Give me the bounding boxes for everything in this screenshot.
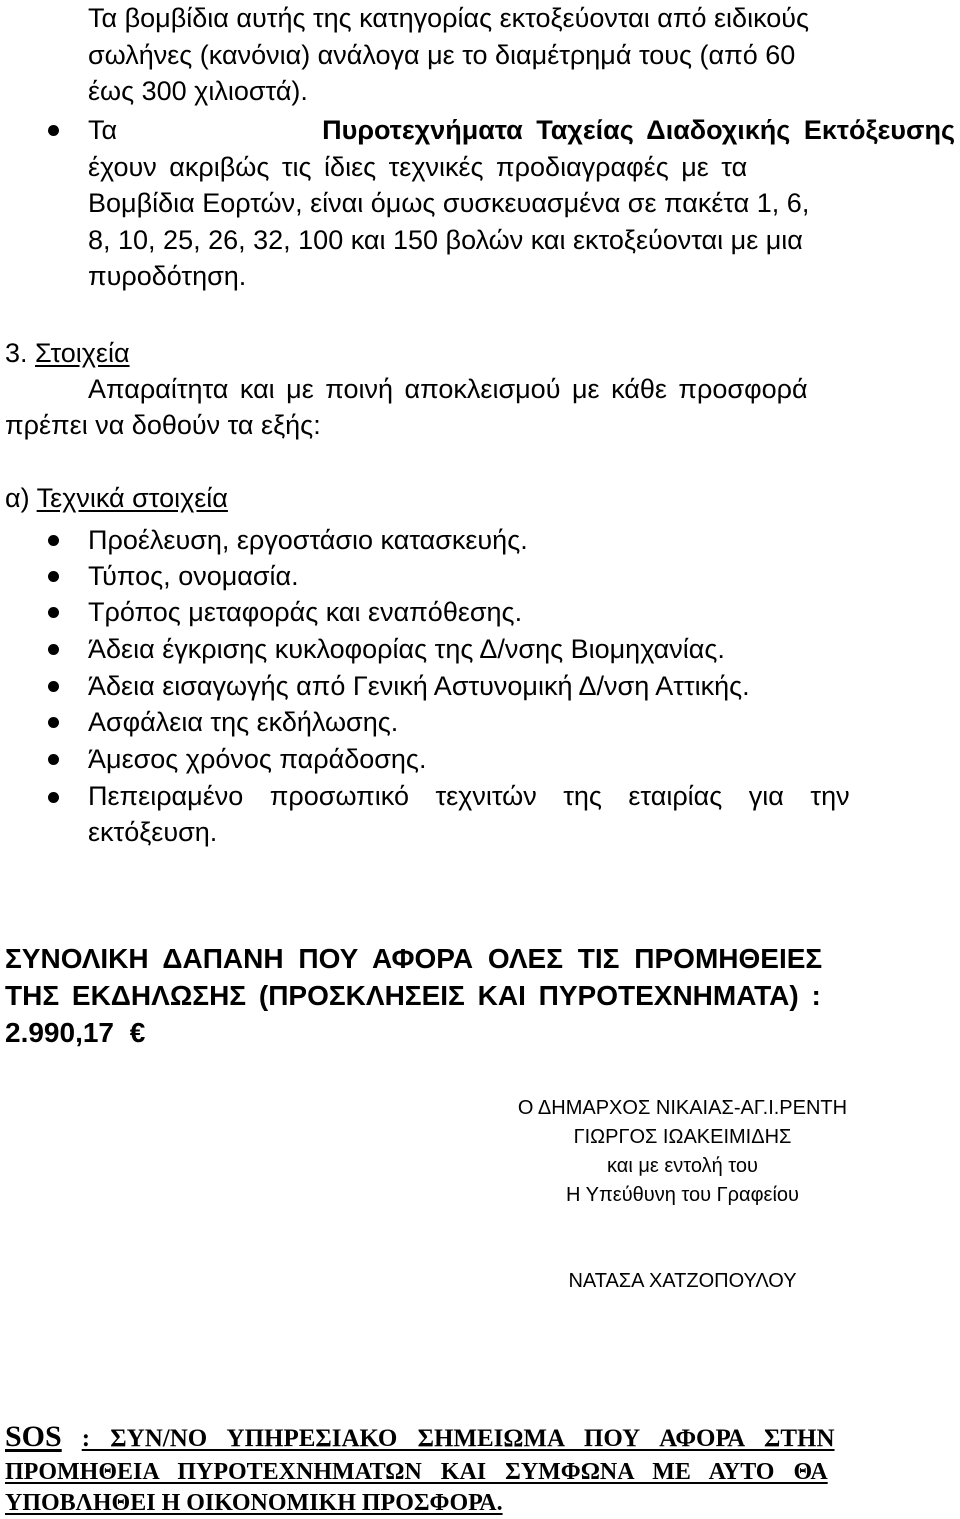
total-line-2: ΤΗΣ ΕΚΔΗΛΩΣΗΣ (ΠΡΟΣΚΛΗΣΕΙΣ ΚΑΙ ΠΥΡΟΤΕΧΝΗΜΑΤΑ) :	[5, 980, 821, 1011]
section-3-line-2: πρέπει να δοθούν τα εξής:	[5, 410, 321, 440]
intro-line-3: έως 300 χιλιοστά).	[88, 76, 308, 106]
bullet-top-line-5: πυροδότηση.	[88, 261, 247, 291]
sos-line-1	[5, 1420, 955, 1456]
list-item: Άδεια εισαγωγής από Γενική Αστυνομική Δ/νση Αττικής.	[88, 671, 750, 701]
signature-mayor: ΓΙΩΡΓΟΣ ΙΩΑΚΕΙΜΙΔΗΣ	[573, 1126, 792, 1148]
bullet-top-line-2: έχουν ακριβώς τις ίδιες τεχνικές προδιαγραφές με τα	[88, 151, 748, 182]
sos-line-1-text: : ΣΥΝ/ΝΟ ΥΠΗΡΕΣΙΑΚΟ ΣΗΜΕΙΩΜΑ ΠΟΥ ΑΦΟΡΑ ΣΤΗΝ	[81, 1425, 835, 1452]
section-3-heading	[5, 335, 130, 371]
sos-line-3: ΥΠΟΒΛΗΘΕΙ Η ΟΙΚΟΝΟΜΙΚΗ ΠΡΟΣΦΟΡΑ.	[5, 1490, 503, 1516]
sos-line-2: ΠΡΟΜΗΘΕΙΑ ΠΥΡΟΤΕΧΝΗΜΑΤΩΝ ΚΑΙ ΣΥΜΦΩΝΑ ΜΕ ΑΥΤΟ ΘΑ	[5, 1459, 828, 1485]
list-item: Τρόπος μεταφοράς και εναπόθεσης.	[88, 597, 523, 627]
bullet-icon	[48, 754, 59, 765]
list-item: Ασφάλεια της εκδήλωσης.	[88, 707, 399, 737]
euro-icon: €	[129, 1017, 146, 1048]
total-expense	[5, 940, 955, 1051]
signature-office: Η Υπεύθυνη του Γραφείου	[566, 1184, 799, 1206]
list-item: Άδεια έγκρισης κυκλοφορίας της Δ/νσης Βιομηχανίας.	[88, 634, 725, 664]
signature-name: ΝΑΤΑΣΑ ΧΑΤΖΟΠΟΥΛΟΥ	[568, 1270, 797, 1292]
list-item: Άμεσος χρόνος παράδοσης.	[88, 744, 427, 774]
section-3-number: 3.	[5, 338, 28, 368]
bullet-top-prefix: Τα	[88, 115, 118, 145]
technical-heading	[5, 480, 228, 516]
intro-line-2: σωλήνες (κανόνια) ανάλογα με το διαμέτρημά τους (από 60	[88, 39, 796, 70]
signature-title: Ο ΔΗΜΑΡΧΟΣ ΝΙΚΑΙΑΣ-ΑΓ.Ι.ΡΕΝΤΗ	[517, 1097, 848, 1119]
list-item: Τύπος, ονομασία.	[88, 561, 299, 591]
last-item-line-1: Πεπειραμένο προσωπικό τεχνιτών της εταιρίας για την	[88, 781, 850, 811]
technical-title: Τεχνικά στοιχεία	[36, 483, 228, 513]
total-line-1: ΣΥΝΟΛΙΚΗ ΔΑΠΑΝΗ ΠΟΥ ΑΦΟΡΑ ΟΛΕΣ ΤΙΣ ΠΡΟΜΗΘΕΙΕΣ	[5, 943, 823, 974]
bullet-icon	[48, 681, 59, 692]
bullet-icon	[48, 125, 59, 136]
bullet-icon	[48, 644, 59, 655]
section-3-title: Στοιχεία	[35, 338, 130, 368]
total-amount: 2.990,17	[5, 1017, 114, 1048]
bullet-top-text	[88, 112, 955, 295]
total-amount-row	[5, 1014, 955, 1051]
section-3-line-1: Απαραίτητα και με ποινή αποκλεισμού με κάθε προσφορά	[88, 374, 808, 404]
bullet-top-line-1	[88, 112, 955, 149]
bullet-icon	[48, 571, 59, 582]
bullet-icon	[48, 792, 59, 803]
intro-line-1: Τα βομβίδια αυτής της κατηγορίας εκτοξεύονται από ειδικούς	[88, 3, 810, 33]
bullet-top-line-4: 8, 10, 25, 26, 32, 100 και 150 βολών και εκτοξεύονται με μια	[88, 224, 803, 255]
intro-paragraph	[88, 0, 955, 110]
bullet-top-line-3: Βομβίδια Εορτών, είναι όμως συσκευασμένα σε πακέτα 1, 6,	[88, 188, 810, 218]
bullet-icon	[48, 607, 59, 618]
signature-order: και με εντολή του	[607, 1155, 758, 1177]
sos-label: SOS	[5, 1420, 62, 1453]
bullet-icon	[48, 717, 59, 728]
list-item: Προέλευση, εργοστάσιο κατασκευής.	[88, 525, 528, 555]
bullet-icon	[48, 535, 59, 546]
last-item-line-2: εκτόξευση.	[88, 817, 218, 847]
technical-label: α)	[5, 483, 30, 513]
list-item-last	[88, 778, 955, 850]
bullet-top-bold: Πυροτεχνήματα Ταχείας Διαδοχικής Εκτόξευσης	[322, 115, 955, 145]
